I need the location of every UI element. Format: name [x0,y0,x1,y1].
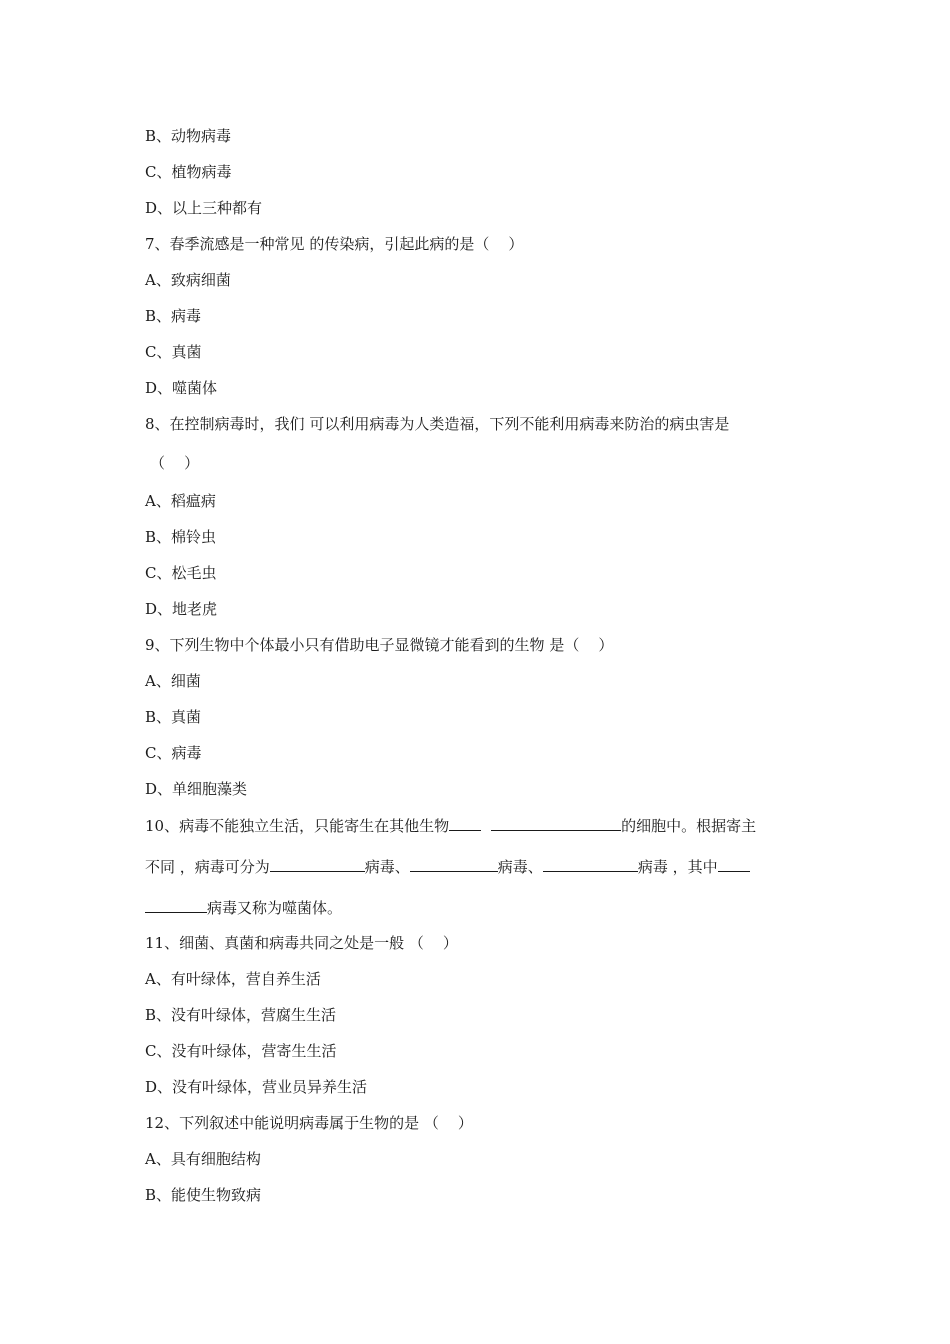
option-line: B、能使生物致病 [145,1186,262,1204]
option-line: C、松毛虫 [145,564,217,582]
option-line: A、致病细菌 [145,271,231,289]
q10-text: 不同 ，病毒可分为 [145,858,270,876]
question-12: 12、下列叙述中能说明病毒属于生物的是 （ ） [145,1114,473,1132]
option-line: B、病毒 [145,307,202,325]
question-9: 9、下列生物中个体最小只有借助电子显微镜才能看到的生物 是（ ） [145,636,614,654]
option-line: C、没有叶绿体，营寄生生活 [145,1042,337,1060]
option-line: A、细菌 [145,672,201,690]
question-7: 7、春季流感是一种常见 的传染病，引起此病的是（ ） [145,235,524,253]
answer-blank[interactable] [145,897,207,913]
q10-text: 病毒、 [497,858,543,876]
answer-blank[interactable] [491,815,621,831]
option-line: C、真菌 [145,343,202,361]
q10-text: 病毒又称为噬菌体。 [207,899,343,917]
question-8: 8、在控制病毒时，我们 可以利用病毒为人类造福，下列不能利用病毒来防治的病虫害是 [145,415,730,433]
answer-blank[interactable] [449,815,481,831]
question-10-line-3 [145,897,342,918]
option-line: C、植物病毒 [145,163,232,181]
option-line: D、没有叶绿体，营业员异养生活 [145,1078,368,1096]
option-line: C、病毒 [145,744,202,762]
answer-blank[interactable] [543,856,638,872]
option-line: B、没有叶绿体，营腐生生活 [145,1006,337,1024]
question-11: 11、细菌、真菌和病毒共同之处是一般 （ ） [145,934,458,952]
question-8-bracket: （ ） [150,454,200,472]
answer-blank[interactable] [410,856,498,872]
option-line: D、噬菌体 [145,379,218,397]
q10-text: 的细胞中。根据寄主 [621,817,757,835]
option-line: A、具有细胞结构 [145,1150,261,1168]
option-line: D、以上三种都有 [145,199,263,217]
q10-text: 病毒、 [364,858,410,876]
q10-text: 病毒 ，其中 [637,858,718,876]
question-10-line-2 [145,856,750,877]
q10-text: 10、病毒不能独立生活，只能寄生在其他生物 [145,817,450,835]
option-line: B、棉铃虫 [145,528,217,546]
option-line: B、真菌 [145,708,202,726]
option-line: A、稻瘟病 [145,492,216,510]
question-10-line-1 [145,815,756,836]
option-line: D、地老虎 [145,600,218,618]
option-line: A、有叶绿体，营自养生活 [145,970,321,988]
answer-blank[interactable] [270,856,365,872]
option-line: B、动物病毒 [145,127,232,145]
answer-blank[interactable] [718,856,750,872]
option-line: D、单细胞藻类 [145,780,248,798]
